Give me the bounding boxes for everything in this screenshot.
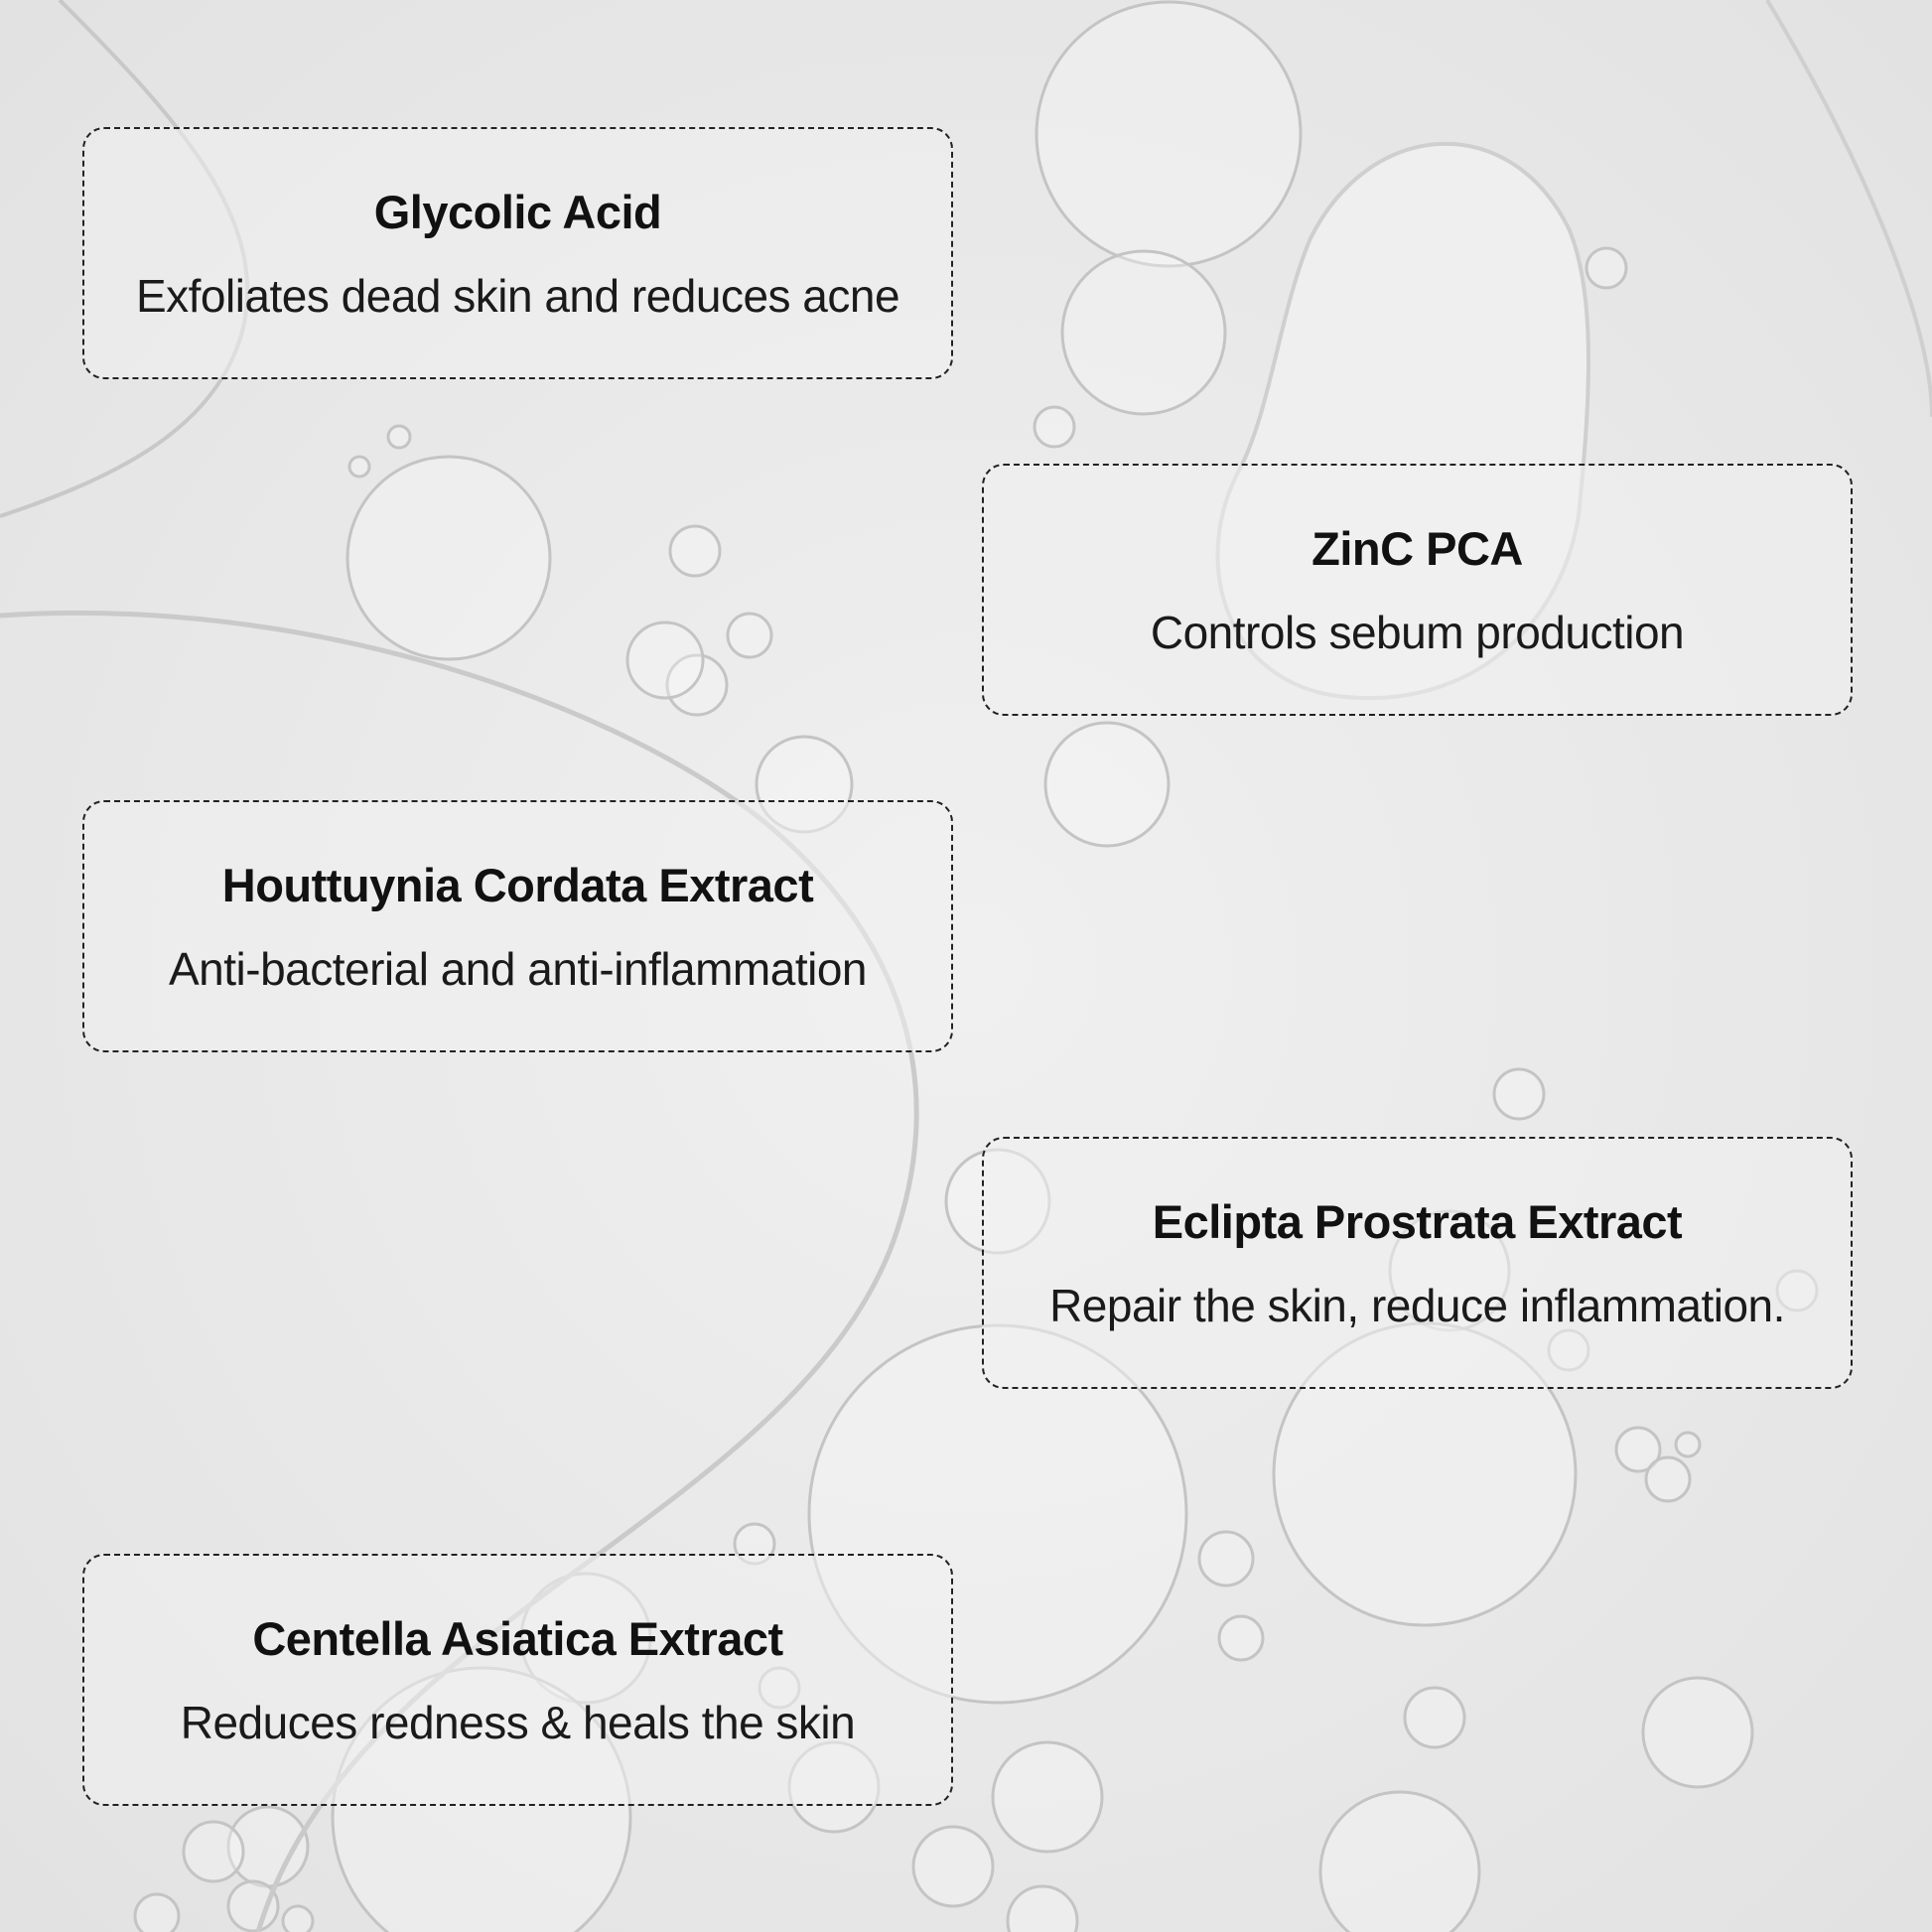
bubble-decoration bbox=[1494, 1069, 1544, 1119]
ingredient-benefit: Controls sebum production bbox=[1150, 606, 1685, 658]
ingredient-name: Houttuynia Cordata Extract bbox=[221, 858, 814, 911]
bubble-decoration bbox=[1036, 2, 1301, 266]
bubble-decoration bbox=[1676, 1433, 1700, 1456]
bubble-decoration bbox=[1587, 248, 1626, 288]
bubble-decoration bbox=[1320, 1792, 1479, 1932]
bubble-decoration bbox=[1219, 1616, 1263, 1660]
ingredient-benefit: Reduces redness & heals the skin bbox=[180, 1696, 856, 1748]
ingredient-name: Glycolic Acid bbox=[373, 185, 662, 238]
ingredient-card-houttuynia-cordata bbox=[82, 800, 953, 1052]
ingredient-benefit: Anti-bacterial and anti-inflammation bbox=[168, 942, 868, 995]
bubble-decoration bbox=[1035, 407, 1074, 447]
ingredient-card-centella-asiatica bbox=[82, 1554, 953, 1806]
bubble-decoration bbox=[670, 526, 720, 576]
bubble-decoration bbox=[1062, 251, 1225, 414]
bubble-decoration bbox=[1405, 1688, 1464, 1747]
bubble-decoration bbox=[184, 1822, 243, 1881]
bubble-decoration bbox=[228, 1881, 278, 1931]
bubble-decoration bbox=[135, 1894, 179, 1932]
bubble-decoration bbox=[388, 426, 410, 448]
ingredient-name: Centella Asiatica Extract bbox=[252, 1611, 783, 1665]
bubble-decoration bbox=[913, 1827, 993, 1906]
bubble-decoration bbox=[283, 1906, 313, 1932]
bubble-decoration bbox=[627, 622, 703, 698]
ingredient-card-zinc-pca bbox=[982, 464, 1853, 716]
bubble-decoration bbox=[1646, 1457, 1690, 1501]
ingredient-benefit: Exfoliates dead skin and reduces acne bbox=[135, 269, 900, 322]
bubble-decoration bbox=[728, 614, 771, 657]
bubble-decoration bbox=[1045, 723, 1169, 846]
bubble-decoration bbox=[993, 1742, 1102, 1852]
bubble-decoration bbox=[1199, 1532, 1253, 1586]
bubble-decoration bbox=[347, 457, 550, 659]
ingredient-name: ZinC PCA bbox=[1311, 521, 1523, 575]
ingredient-benefit: Repair the skin, reduce inflammation. bbox=[1049, 1279, 1785, 1331]
bubble-decoration bbox=[1643, 1678, 1752, 1787]
bubble-decoration bbox=[349, 457, 369, 477]
ingredient-card-glycolic-acid bbox=[82, 127, 953, 379]
ingredient-card-eclipta-prostrata bbox=[982, 1137, 1853, 1389]
ingredient-name: Eclipta Prostrata Extract bbox=[1152, 1194, 1683, 1248]
